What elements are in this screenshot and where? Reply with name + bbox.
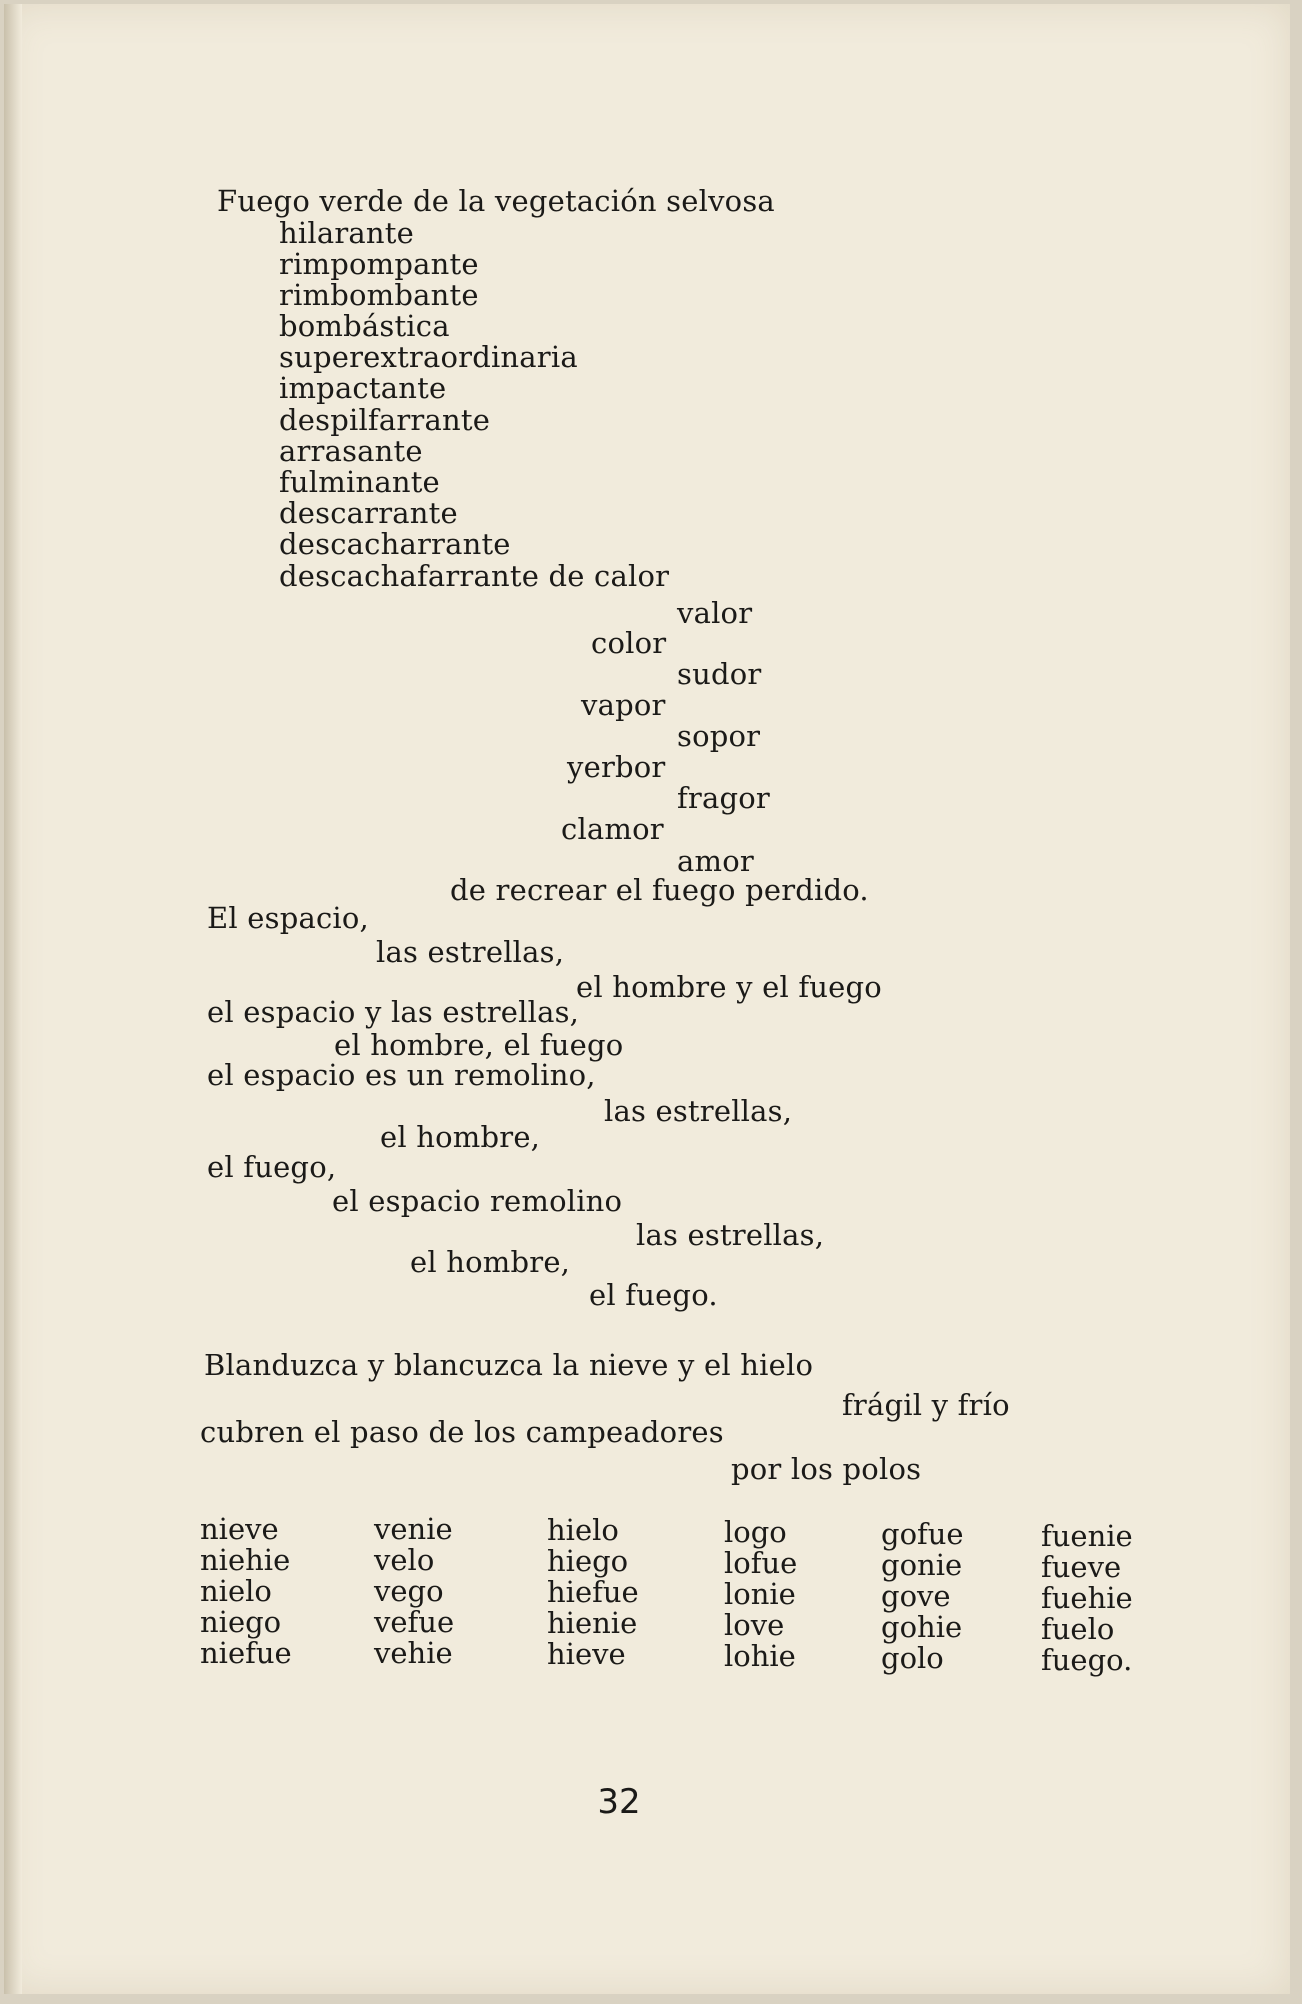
poem-line: el hombre, xyxy=(410,1245,571,1279)
poem-line: bombástica xyxy=(279,309,450,343)
poem-line: el espacio remolino xyxy=(332,1184,623,1218)
poem-line: las estrellas, xyxy=(636,1218,825,1252)
word: hieve xyxy=(547,1637,626,1671)
word: nieve xyxy=(200,1512,279,1546)
word: gofue xyxy=(881,1517,964,1551)
word: hienie xyxy=(547,1606,638,1640)
poem-line: sopor xyxy=(677,719,761,753)
poem-line: fragor xyxy=(677,781,770,815)
poem-line: por los polos xyxy=(731,1452,922,1486)
poem-line: El espacio, xyxy=(207,901,369,935)
word: niego xyxy=(200,1605,282,1639)
word-column xyxy=(374,1514,454,1669)
poem-line: amor xyxy=(677,844,754,878)
poem-line: hilarante xyxy=(279,216,414,250)
word: love xyxy=(724,1608,785,1642)
word: gove xyxy=(881,1579,951,1613)
word: fuego. xyxy=(1041,1643,1133,1677)
word: niefue xyxy=(200,1636,292,1670)
poem-line: las estrellas, xyxy=(604,1094,793,1128)
poem-line: despilfarrante xyxy=(279,403,491,437)
word: fueve xyxy=(1041,1550,1122,1584)
word: hiefue xyxy=(547,1575,639,1609)
poem-line: frágil y frío xyxy=(842,1388,1010,1422)
poem-line: de recrear el fuego perdido. xyxy=(450,873,869,907)
word: venie xyxy=(374,1512,453,1546)
word: gohie xyxy=(881,1610,963,1644)
poem-line: Blanduzca y blancuzca la nieve y el hielo xyxy=(204,1348,814,1382)
poem-line: el hombre, el fuego xyxy=(334,1028,624,1062)
word: hiego xyxy=(547,1544,629,1578)
page-number: 32 xyxy=(597,1782,641,1822)
poem-line: descachafarrante de calor xyxy=(279,559,670,593)
word: lohie xyxy=(724,1639,796,1673)
word: fuehie xyxy=(1041,1581,1133,1615)
poem-line: impactante xyxy=(279,371,447,405)
poem-line: color xyxy=(591,626,667,660)
page-gutter xyxy=(4,4,22,1994)
word: lofue xyxy=(724,1546,798,1580)
poem-line: arrasante xyxy=(279,434,423,468)
poem-line: fulminante xyxy=(279,465,440,499)
poem-line: descarrante xyxy=(279,496,458,530)
book-page xyxy=(4,4,1290,1994)
word-column xyxy=(724,1517,797,1672)
poem-line: el espacio y las estrellas, xyxy=(207,995,580,1029)
poem-line: el espacio es un remolino, xyxy=(207,1058,596,1092)
poem-line: el hombre y el fuego xyxy=(576,970,882,1004)
word-column xyxy=(881,1519,964,1674)
poem-line: valor xyxy=(677,596,753,630)
poem-line: vapor xyxy=(581,688,666,722)
poem-line: superextraordinaria xyxy=(279,340,578,374)
word: hielo xyxy=(547,1513,619,1547)
poem-line: Fuego verde de la vegetación selvosa xyxy=(217,184,775,218)
word-column xyxy=(1041,1521,1133,1676)
poem-line: rimpompante xyxy=(279,247,479,281)
word: fuelo xyxy=(1041,1612,1115,1646)
word: vego xyxy=(374,1574,444,1608)
word-column xyxy=(547,1515,639,1670)
word: lonie xyxy=(724,1577,796,1611)
poem-line: el hombre, xyxy=(380,1120,541,1154)
word: logo xyxy=(724,1515,787,1549)
poem-line: clamor xyxy=(561,812,664,846)
word: gonie xyxy=(881,1548,963,1582)
poem-line: sudor xyxy=(677,657,762,691)
word-column xyxy=(200,1514,292,1669)
word: vehie xyxy=(374,1636,453,1670)
word: velo xyxy=(374,1543,435,1577)
poem-line: cubren el paso de los campeadores xyxy=(200,1415,724,1449)
poem-line: el fuego. xyxy=(589,1278,718,1312)
word: nielo xyxy=(200,1574,272,1608)
word: golo xyxy=(881,1641,944,1675)
word: fuenie xyxy=(1041,1519,1133,1553)
poem-line: yerbor xyxy=(567,750,666,784)
word: vefue xyxy=(374,1605,455,1639)
poem-line: el fuego, xyxy=(207,1150,337,1184)
poem-line: rimbombante xyxy=(279,278,479,312)
poem-line: las estrellas, xyxy=(376,935,565,969)
poem-line: descacharrante xyxy=(279,527,511,561)
word: niehie xyxy=(200,1543,291,1577)
